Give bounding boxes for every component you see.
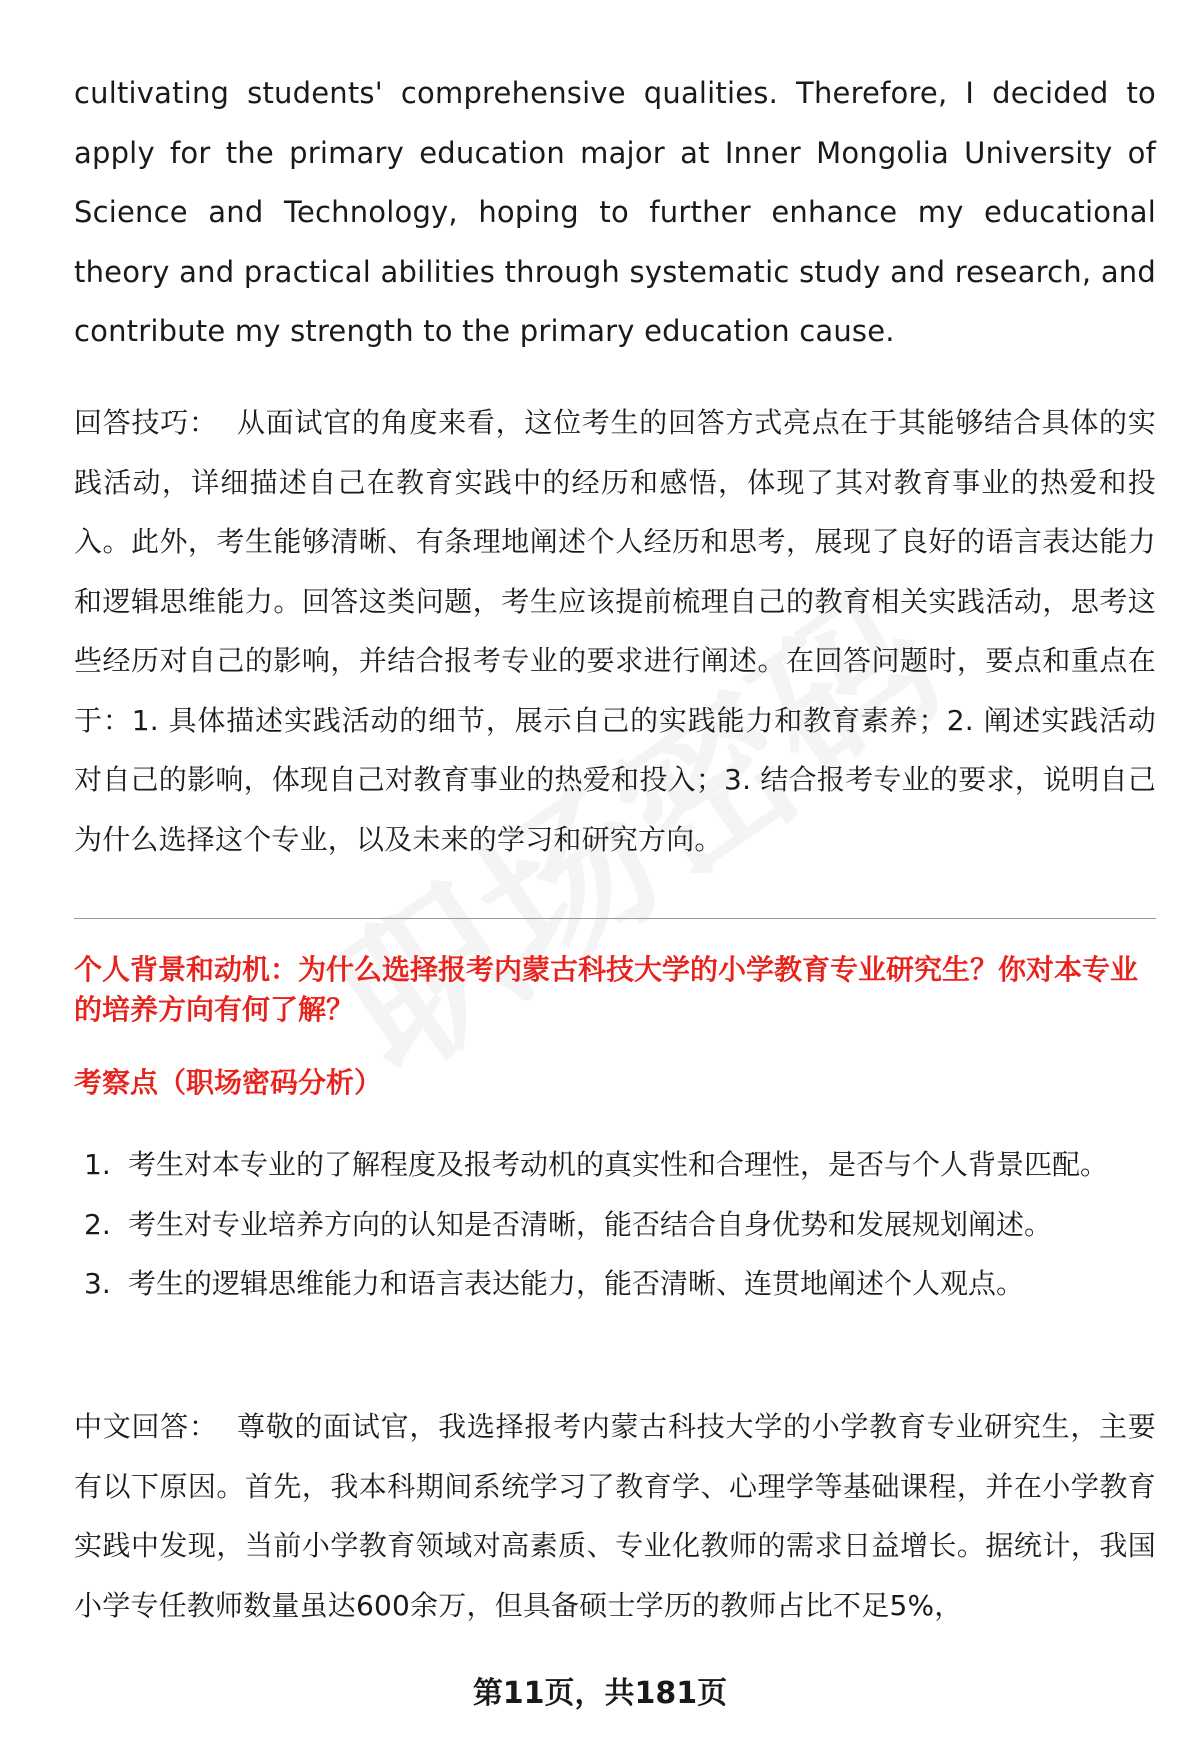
list-item-text: 考生对专业培养方向的认知是否清晰，能否结合自身优势和发展规划阐述。 (128, 1207, 1053, 1241)
answer-tips-label: 回答技巧： (74, 406, 218, 439)
page-number-footer: 第11页，共181页 (472, 1676, 728, 1711)
exam-points-title: 考察点（职场密码分析） (74, 1066, 383, 1099)
exam-points-list (74, 1135, 1156, 1314)
list-item (74, 1195, 1156, 1255)
answer-tips-paragraph (74, 393, 1156, 869)
section-divider (74, 918, 1156, 919)
chinese-answer-paragraph (74, 1397, 1156, 1635)
list-item-text: 考生的逻辑思维能力和语言表达能力，能否清晰、连贯地阐述个人观点。 (128, 1267, 1025, 1300)
list-item-number: 1. (84, 1148, 111, 1181)
chinese-answer-text: 尊敬的面试官，我选择报考内蒙古科技大学的小学教育专业研究生，主要有以下原因。首先，我本科期间系统学习了教育学、心理学等基础课程，并在小学教育实践中发现，当前小学教育领域对高素质、专业化教师的需求日益增长。据统计，我国小学专任教师数量虽达600余万，但具备硕士学历的教师占比不足5%， (74, 1410, 1156, 1622)
list-item (74, 1135, 1156, 1195)
question-heading: 个人背景和动机：为什么选择报考内蒙古科技大学的小学教育专业研究生？你对本专业的培养方向有何了解？ (74, 953, 1139, 1026)
english-answer-paragraph: cultivating students' comprehensive qualities. Therefore, I decided to apply for the primary education major at Inner Mongolia University of Science and Technology, hoping to further enhance my educational theory and practical abilities through systematic study and research, and contribute my strength to the primary education cause. (74, 76, 1156, 348)
list-item-number: 2. (84, 1207, 111, 1241)
answer-tips-text: 从面试官的角度来看，这位考生的回答方式亮点在于其能够结合具体的实践活动，详细描述自己在教育实践中的经历和感悟，体现了其对教育事业的热爱和投入。此外，考生能够清晰、有条理地阐述个人经历和思考，展现了良好的语言表达能力和逻辑思维能力。回答这类问题，考生应该提前梳理自己的教育相关实践活动，思考这些经历对自己的影响，并结合报考专业的要求进行阐述。在回答问题时，要点和重点在于：1. 具体描述实践活动的细节，展示自己的实践能力和教育素养；2. 阐述实践活动对自己的影响，体现自己对教育事业的热爱和投入；3. 结合报考专业的要求，说明自己为什么选择这个专业，以及未来的学习和研究方向。 (74, 406, 1156, 856)
list-item (74, 1254, 1156, 1314)
list-item-text: 考生对本专业的了解程度及报考动机的真实性和合理性，是否与个人背景匹配。 (128, 1148, 1109, 1181)
list-item-number: 3. (84, 1267, 111, 1300)
chinese-answer-label: 中文回答： (74, 1410, 218, 1443)
